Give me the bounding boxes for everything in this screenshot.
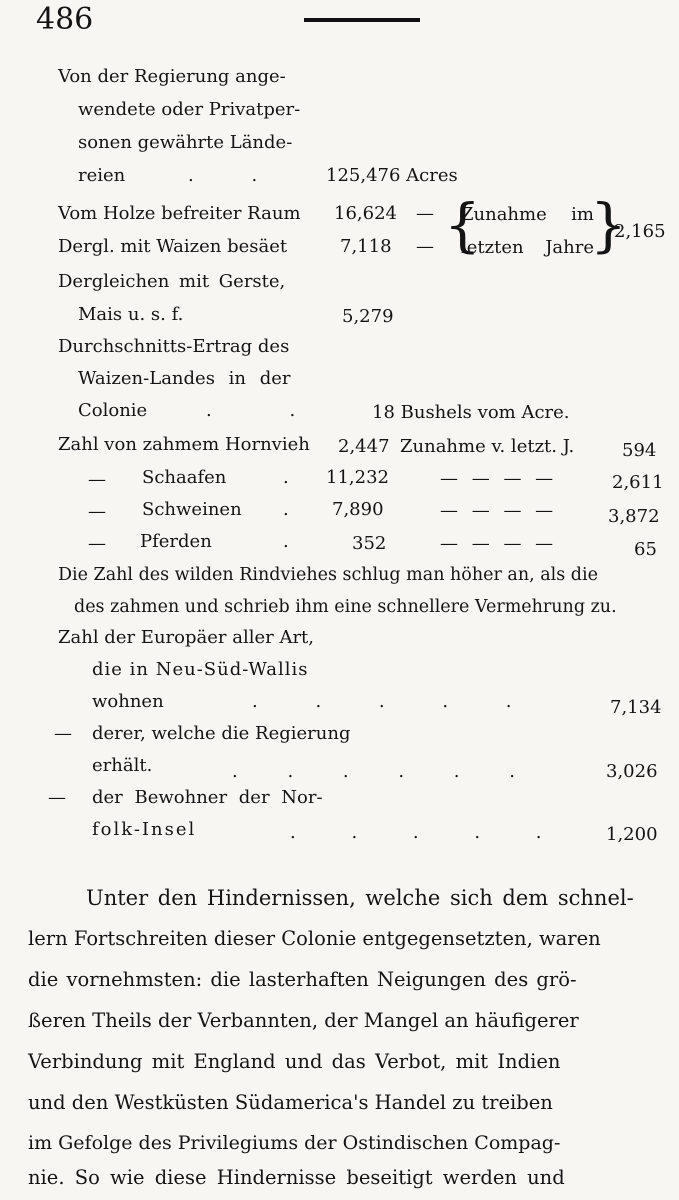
- brace-value: 2,165: [614, 221, 666, 242]
- euro-l1-line2: wohnen: [92, 691, 164, 712]
- row1-label-line2: wendete oder Privatper-: [78, 99, 301, 120]
- row3-dash: —: [416, 236, 434, 257]
- row2-dash: —: [416, 203, 434, 224]
- row8-label: Schweinen: [142, 499, 242, 520]
- euro-v2: 3,026: [606, 761, 658, 782]
- euro-l3-line1: der Bewohner der Nor-: [92, 787, 323, 808]
- row1-leader: . .: [188, 165, 258, 186]
- row9-value: 352: [352, 533, 387, 554]
- paragraph-line6: und den Westküsten Südamerica's Handel zu treiben: [28, 1091, 553, 1114]
- row3-label: Dergl. mit Waizen besäet: [58, 236, 288, 257]
- note-line2: des zahmen und schrieb ihm eine schnellere Vermehrung zu.: [74, 597, 617, 617]
- row5-label-line3: Colonie: [78, 400, 148, 421]
- row7-dot: .: [283, 467, 289, 488]
- row7-label: Schaafen: [142, 467, 227, 488]
- row7-prefix: —: [88, 469, 106, 490]
- page-number: 486: [36, 2, 94, 37]
- row9-prefix: —: [88, 533, 106, 554]
- row5-value: 18 Bushels vom Acre.: [372, 402, 570, 423]
- euro-leader1: . . . . .: [252, 691, 512, 712]
- paragraph-line4: ßeren Theils der Verbannten, der Mangel an häufigerer: [28, 1009, 579, 1032]
- row7-increase: 2,611: [612, 472, 664, 493]
- brace-text-line1: Zunahme im: [461, 204, 594, 225]
- row5-label-line2: Waizen-Landes in der: [78, 368, 291, 389]
- row5-label-line1: Durchschnitts-Ertrag des: [58, 336, 290, 357]
- row9-dot: .: [283, 531, 289, 552]
- row4-label-line2: Mais u. s. f.: [78, 304, 184, 325]
- row3-value: 7,118: [340, 236, 392, 257]
- euro-l2-prefix: —: [54, 723, 72, 744]
- euro-l2-line2: erhält.: [92, 755, 153, 776]
- row8-dashes: — — — —: [440, 500, 554, 521]
- euro-leader2: . . . . . .: [232, 761, 515, 782]
- paragraph-line8: nie. So wie diese Hindernisse beseitigt werden und: [28, 1166, 565, 1189]
- row4-label-line1: Dergleichen mit Gerste,: [58, 271, 286, 292]
- row2-label: Vom Holze befreiter Raum: [58, 203, 301, 224]
- euro-leader3: . . . . .: [290, 822, 542, 843]
- paragraph-line7: im Gefolge des Privilegiums der Ostindischen Compag-: [28, 1132, 561, 1154]
- euro-l1-line1: die in Neu-Süd-Wallis: [92, 659, 309, 680]
- row9-label: Pferden: [140, 531, 212, 552]
- brace-text-line2: letzten Jahre: [461, 237, 594, 258]
- header-rule: [304, 18, 420, 22]
- paragraph-line3: die vornehmsten: die lasterhaften Neigungen des grö-: [28, 968, 577, 991]
- row6-increase: 594: [622, 440, 657, 461]
- row1-label-line4: reien: [78, 165, 126, 186]
- row8-dot: .: [283, 499, 289, 520]
- row1-label-line3: sonen gewährte Lände-: [78, 132, 293, 153]
- euro-l3-line2: folk-Insel: [92, 819, 197, 840]
- row8-value: 7,890: [332, 499, 384, 520]
- row1-value: 125,476 Acres: [326, 165, 458, 186]
- row4-value: 5,279: [342, 306, 394, 327]
- left-brace: {: [444, 191, 481, 259]
- paragraph-line2: lern Fortschreiten dieser Colonie entgegensetzten, waren: [28, 927, 601, 950]
- row1-label-line1: Von der Regierung ange-: [58, 66, 286, 87]
- row9-increase: 65: [634, 539, 657, 560]
- euro-v3: 1,200: [606, 824, 658, 845]
- note-line1: Die Zahl des wilden Rindviehes schlug man höher an, als die: [58, 565, 598, 585]
- row6-note: Zunahme v. letzt. J.: [400, 436, 575, 457]
- row9-dashes: — — — —: [440, 533, 554, 554]
- row5-leader: . .: [206, 400, 296, 421]
- right-brace: }: [590, 191, 627, 259]
- row6-label: Zahl von zahmem Hornvieh: [58, 434, 310, 455]
- row8-increase: 3,872: [608, 506, 660, 527]
- row8-prefix: —: [88, 501, 106, 522]
- row7-value: 11,232: [326, 467, 389, 488]
- row2-value: 16,624: [334, 203, 397, 224]
- row6-value: 2,447: [338, 436, 390, 457]
- euro-l3-prefix: —: [48, 787, 66, 808]
- euro-v1: 7,134: [610, 697, 662, 718]
- paragraph-line1: Unter den Hindernissen, welche sich dem schnel-: [86, 886, 634, 910]
- euro-head: Zahl der Europäer aller Art,: [58, 627, 314, 648]
- paragraph-line5: Verbindung mit England und das Verbot, mit Indien: [28, 1050, 561, 1073]
- row7-dashes: — — — —: [440, 468, 554, 489]
- euro-l2-line1: derer, welche die Regierung: [92, 723, 351, 744]
